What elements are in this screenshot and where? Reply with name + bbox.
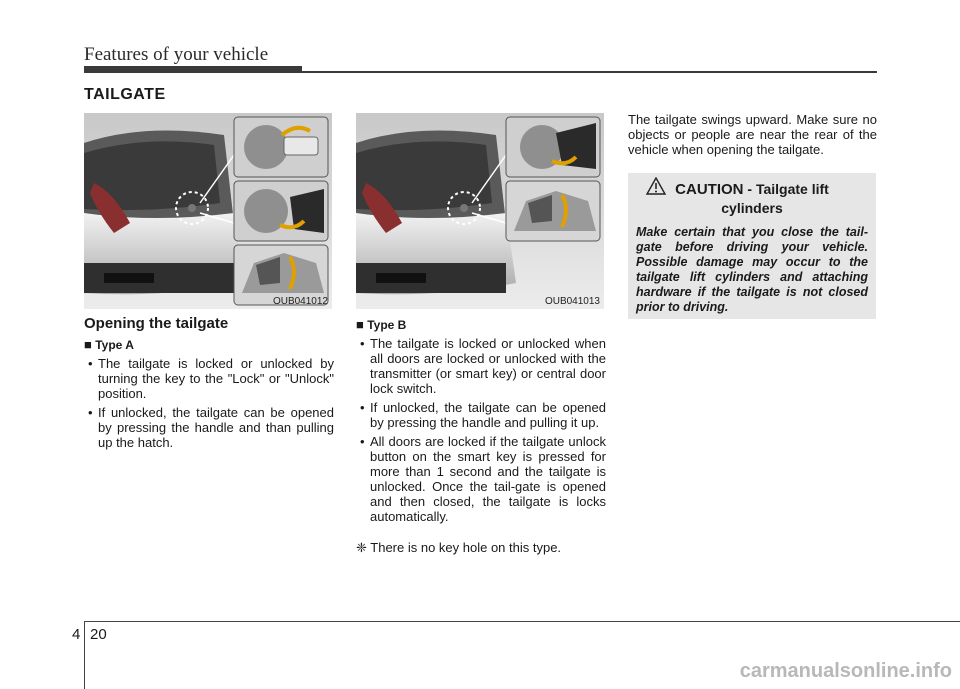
figure-code: OUB041013: [544, 296, 600, 307]
section-title: TAILGATE: [84, 86, 166, 103]
column-1: [84, 316, 334, 454]
figure-type-b: [356, 113, 604, 309]
watermark: carmanualsonline.info: [739, 660, 952, 682]
car-rear-illustration-b: [356, 113, 604, 309]
bullet-item: • The tailgate is locked or unlocked by turning the key to the "Lock" or "Unlock" position.: [84, 356, 334, 401]
type-b-label: [356, 317, 606, 333]
header-bar-thin: [84, 71, 877, 73]
chapter-number: 4: [72, 626, 81, 643]
car-rear-illustration-a: [84, 113, 332, 309]
type-label-text: Type B: [367, 318, 407, 332]
figure-code: OUB041012: [272, 296, 328, 307]
intro-text: The tailgate swings upward. Make sure no objects or people are near the rear of the vehicle when opening the tailgate.: [628, 112, 877, 157]
caution-heading: [628, 181, 876, 216]
type-a-label: [84, 337, 334, 353]
footer-line: [84, 621, 960, 622]
caution-word: CAUTION: [675, 181, 744, 198]
caution-box: [628, 173, 876, 319]
bullet-item: • The tailgate is locked or unlocked when all doors are locked or unlocked with the transmitter (or smart key) or central door lock switch.: [356, 336, 606, 396]
caution-body: Make certain that you close the tail-gate before driving your vehicle. Possible damage may occur to the tailgate lift cylinders and attaching hardware if the tailgate is not closed prior to driving.: [636, 225, 868, 314]
caution-title: - Tailgate lift: [743, 181, 829, 197]
square-bullet-icon: ■: [356, 317, 364, 332]
page-header-title: Features of your vehicle: [84, 44, 269, 65]
square-bullet-icon: ■: [84, 337, 92, 352]
column-3: [628, 112, 877, 157]
note-text: ❈ There is no key hole on this type.: [356, 540, 562, 555]
bullet-item: • If unlocked, the tailgate can be opened by pressing the handle and than pulling up the hatch.: [84, 405, 334, 450]
caution-title-cont: cylinders: [721, 200, 783, 216]
figure-type-a: [84, 113, 332, 309]
type-label-text: Type A: [95, 338, 134, 352]
footer-divider: [84, 621, 85, 689]
column-2: [356, 317, 606, 568]
page-number: 20: [90, 626, 107, 643]
subsection-heading: Opening the tailgate: [84, 315, 229, 332]
bullet-item: • All doors are locked if the tailgate unlock button on the smart key is pressed for more than 1 second and the tailgate is unlocked. Once the tail-gate is opened and then closed, the tailgate is locks automatically.: [356, 434, 606, 524]
bullet-item: • If unlocked, the tailgate can be opened by pressing the handle and pulling it up.: [356, 400, 606, 430]
